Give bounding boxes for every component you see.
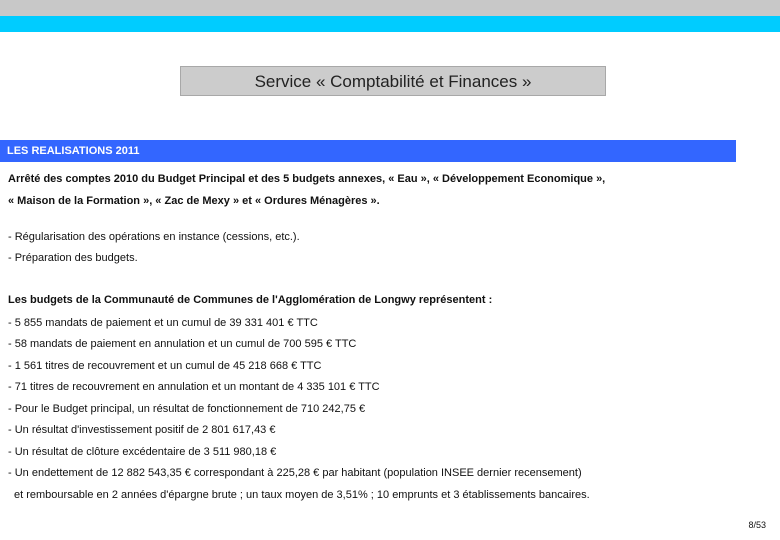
page-title: Service « Comptabilité et Finances » <box>180 66 606 96</box>
page-number: 8/53 <box>748 520 766 530</box>
list-item: - Pour le Budget principal, un résultat de fonctionnement de 710 242,75 € <box>8 403 366 415</box>
list-item: - Un résultat de clôture excédentaire de 3 511 980,18 € <box>8 446 277 458</box>
list-item-continuation: et remboursable en 2 années d'épargne brute ; un taux moyen de 3,51% ; 10 emprunts et 3 établissements bancaires. <box>14 489 590 501</box>
top-gray-band <box>0 0 780 16</box>
list-item: - Un endettement de 12 882 543,35 € correspondant à 225,28 € par habitant (population INSEE dernier recensement) <box>8 467 582 479</box>
list-item: - 5 855 mandats de paiement et un cumul de 39 331 401 € TTC <box>8 317 318 329</box>
top-cyan-band <box>0 16 780 32</box>
section-heading: LES REALISATIONS 2011 <box>0 140 736 162</box>
list-item: - Un résultat d'investissement positif de 2 801 617,43 € <box>8 424 276 436</box>
intro-line-2: « Maison de la Formation », « Zac de Mexy » et « Ordures Ménagères ». <box>8 195 380 207</box>
list-item: - Préparation des budgets. <box>8 252 138 264</box>
list-item: - Régularisation des opérations en instance (cessions, etc.). <box>8 231 300 243</box>
budgets-heading: Les budgets de la Communauté de Communes de l'Agglomération de Longwy représentent : <box>8 294 493 306</box>
intro-line-1: Arrêté des comptes 2010 du Budget Principal et des 5 budgets annexes, « Eau », « Développement Economique », <box>8 173 606 185</box>
list-item: - 1 561 titres de recouvrement et un cumul de 45 218 668 € TTC <box>8 360 322 372</box>
list-item: - 58 mandats de paiement en annulation et un cumul de 700 595 € TTC <box>8 338 357 350</box>
list-item: - 71 titres de recouvrement en annulation et un montant de 4 335 101 € TTC <box>8 381 380 393</box>
